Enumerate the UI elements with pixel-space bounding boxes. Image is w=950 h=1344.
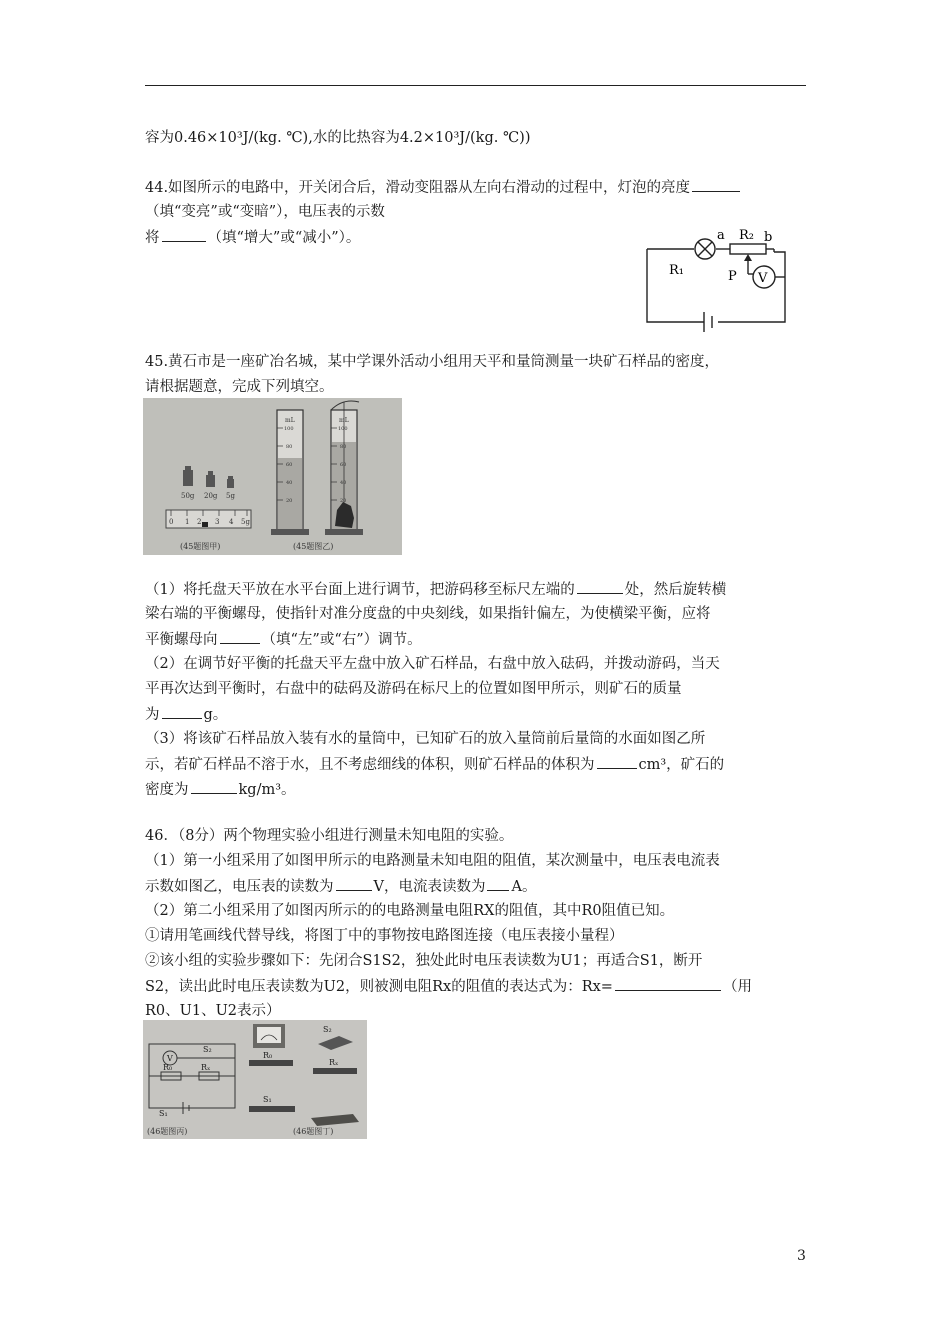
svg-text:R₀: R₀ xyxy=(263,1051,273,1060)
label-r1: R₁ xyxy=(669,263,684,278)
q45-blank-direction[interactable] xyxy=(220,629,260,644)
caption-45-yi: (45题图乙) xyxy=(293,542,334,551)
svg-text:S₁: S₁ xyxy=(159,1109,168,1118)
svg-text:0: 0 xyxy=(169,518,174,526)
svg-text:4: 4 xyxy=(229,518,234,526)
q45-blank-density[interactable] xyxy=(191,779,237,794)
q44-line3: 将 （填“增大”或“减小”）。 xyxy=(145,227,360,248)
q45-p2-line2: 平再次达到平衡时，右盘中的砝码及游码在标尺上的位置如图甲所示，则矿石的质量 xyxy=(145,681,682,697)
q46-blank-current[interactable] xyxy=(487,876,509,891)
svg-text:mL: mL xyxy=(339,417,349,424)
svg-text:60: 60 xyxy=(286,462,293,468)
svg-text:Rₓ: Rₓ xyxy=(329,1058,339,1067)
caption-45-jia: (45题图甲) xyxy=(180,542,221,551)
q45-p1-line2: 梁右端的平衡螺母，使指针对准分度盘的中央刻线，如果指针偏左，为使横梁平衡，应将 xyxy=(145,606,711,622)
q45-p2-line3: 为 g。 xyxy=(145,704,227,725)
label-p: P xyxy=(728,269,737,284)
svg-text:40: 40 xyxy=(340,480,347,486)
svg-text:5g: 5g xyxy=(241,518,250,526)
q44-blank-brightness[interactable] xyxy=(692,177,740,192)
q46-p4-line3: R0、U1、U2表示） xyxy=(145,1003,281,1019)
q45-blank-volume[interactable] xyxy=(597,754,637,769)
q45-p3-line2: 示，若矿石样品不溶于水，且不考虑细线的体积，则矿石样品的体积为 cm³，矿石的 xyxy=(145,754,724,775)
q46-p1-line2: 示数如图乙，电压表的读数为 V，电流表读数为 A。 xyxy=(145,876,536,897)
svg-text:S₂: S₂ xyxy=(323,1025,332,1034)
svg-text:20: 20 xyxy=(340,498,347,504)
svg-text:100: 100 xyxy=(284,426,294,432)
q46-photo xyxy=(143,1020,367,1139)
q45-p3-line3: 密度为 kg/m³。 xyxy=(145,779,296,800)
q46-p4-line2: S2，读出此时电压表读数为U2，则被测电阻Rx的阻值的表达式为：Rx= （用 xyxy=(145,976,752,997)
header-rule xyxy=(145,85,806,86)
q44-line2: （填“变亮”或“变暗”），电压表的示数 xyxy=(145,204,385,220)
svg-text:S₁: S₁ xyxy=(263,1095,272,1104)
svg-text:80: 80 xyxy=(340,444,347,450)
page-number: 3 xyxy=(797,1248,806,1264)
voltmeter-label: V xyxy=(758,271,768,286)
svg-text:V: V xyxy=(167,1054,173,1063)
q46-p3: ①请用笔画线代替导线，将图丁中的事物按电路图连接（电压表接小量程） xyxy=(145,928,624,944)
svg-text:2: 2 xyxy=(197,518,202,526)
q44-line1: 44.如图所示的电路中，开关闭合后，滑动变阻器从左向右滑动的过程中，灯泡的亮度 xyxy=(145,177,742,198)
svg-text:R₀: R₀ xyxy=(163,1063,173,1072)
svg-text:mL: mL xyxy=(285,417,295,424)
q44-blank-voltmeter[interactable] xyxy=(162,227,206,242)
q46-blank-rx-expression[interactable] xyxy=(615,976,721,991)
q45-p1-line3: 平衡螺母向 （填“左”或“右”）调节。 xyxy=(145,629,422,650)
q45-line1: 45.黄石市是一座矿冶名城，某中学课外活动小组用天平和量筒测量一块矿石样品的密度， xyxy=(145,354,720,370)
svg-text:60: 60 xyxy=(340,462,347,468)
svg-text:50g: 50g xyxy=(181,492,195,500)
svg-text:1: 1 xyxy=(185,518,190,526)
slider-arrow-icon xyxy=(744,254,752,261)
q46-line1: 46．（8分）两个物理实验小组进行测量未知电阻的实验。 xyxy=(145,828,514,844)
q45-p3-line1: （3）将该矿石样品放入装有水的量筒中，已知矿石的放入量筒前后量筒的水面如图乙所 xyxy=(145,731,706,747)
q45-blank-mass[interactable] xyxy=(162,704,202,719)
label-b: b xyxy=(764,230,773,245)
rider-scale xyxy=(166,510,251,528)
q46-p1-line1: （1）第一小组采用了如图甲所示的电路测量未知电阻的阻值，某次测量中，电压表电流表 xyxy=(145,853,720,869)
q45-line2: 请根据题意，完成下列填空。 xyxy=(145,379,334,395)
svg-text:5g: 5g xyxy=(226,492,235,500)
label-a: a xyxy=(717,228,725,243)
q45-p2-line1: （2）在调节好平衡的托盘天平左盘中放入矿石样品，右盘中放入砝码，并拨动游码，当天 xyxy=(145,656,720,672)
svg-text:3: 3 xyxy=(215,518,220,526)
label-r2: R₂ xyxy=(739,228,754,243)
q46-p4-line1: ②该小组的实验步骤如下：先闭合S1S2，独处此时电压表读数为U1；再适合S1，断开 xyxy=(145,953,703,969)
q46-blank-voltage[interactable] xyxy=(336,876,372,891)
q45-blank-zero-mark[interactable] xyxy=(577,579,623,594)
q45-photo xyxy=(143,398,402,555)
caption-46-ding: (46题图丁) xyxy=(293,1127,334,1136)
header-line: 容为0.46×10³J/(kg. ℃),水的比热容为4.2×10³J/(kg. ℃)) xyxy=(145,130,531,146)
svg-text:100: 100 xyxy=(338,426,348,432)
q46-p2: （2）第二小组采用了如图丙所示的的电路测量电阻RX的阻值，其中R0阻值已知。 xyxy=(145,903,675,919)
svg-text:20: 20 xyxy=(286,498,293,504)
q44-circuit-diagram xyxy=(640,222,800,334)
svg-text:Rₓ: Rₓ xyxy=(201,1063,211,1072)
svg-text:20g: 20g xyxy=(204,492,218,500)
svg-text:S₂: S₂ xyxy=(203,1045,212,1054)
caption-46-bing: (46题图丙) xyxy=(147,1127,188,1136)
q45-p1-line1: （1）将托盘天平放在水平台面上进行调节，把游码移至标尺左端的 处，然后旋转横 xyxy=(145,579,726,600)
svg-text:80: 80 xyxy=(286,444,293,450)
svg-text:40: 40 xyxy=(286,480,293,486)
